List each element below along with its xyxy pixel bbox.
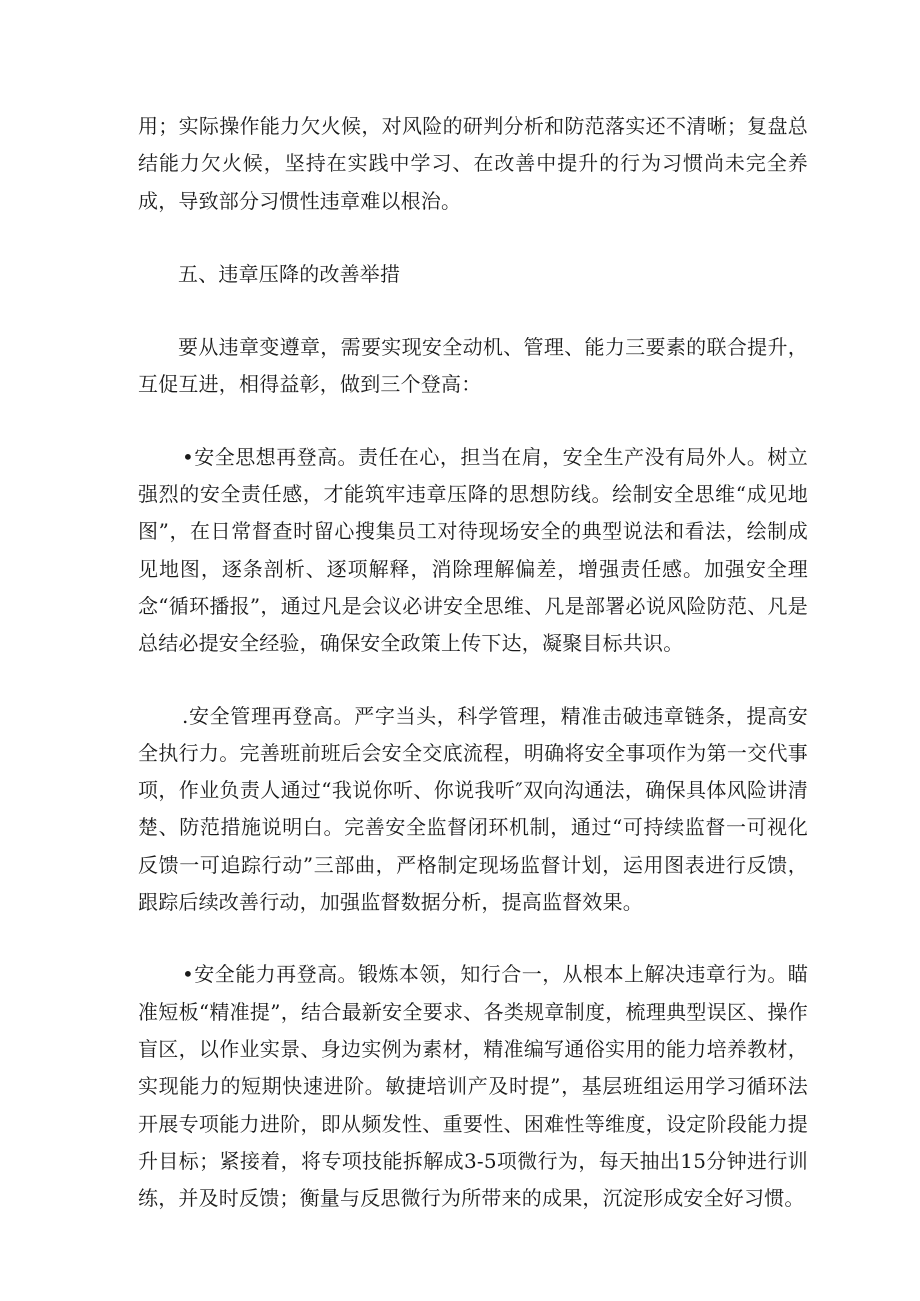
paragraph-safety-management: .安全管理再登高。严字当头，科学管理，精准击破违章链条，提高安全执行力。完善班前班后会安全交底流程，明确将安全事项作为第一交代事项，作业负责人通过“我说你听、你说我听″双向沟通法，确保具体风险讲清楚、防范措施说明白。完善安全监督闭环机制，通过“可持续监督一可视化反馈一可追踪行动”三部曲，严格制定现场监督计划，运用图表进行反馈，跟踪后续改善行动，加强监督数据分析，提高监督效果。 [138,703,808,915]
document-body [138,108,808,1217]
paragraph-continuation: 用；实际操作能力欠火候，对风险的研判分析和防范落实还不清晰；复盘总结能力欠火候，坚持在实践中学习、在改善中提升的行为习惯尚未完全养成，导致部分习惯性违章难以根治。 [138,114,808,213]
paragraph-intro: 要从违章变遵章，需要实现安全动机、管理、能力三要素的联合提升，互促互进，相得益彰，做到三个登高： [138,335,808,397]
section-heading: 五、违章压降的改善举措 [178,261,401,286]
paragraph-safety-ability: •安全能力再登高。锻炼本领，知行合一，从根本上解决违章行为。瞄准短板“精准提”，结合最新安全要求、各类规章制度，梳理典型误区、操作盲区，以作业实景、身边实例为素材，精准编写通俗实用的能力培养教材，实现能力的短期快速进阶。敏捷培训产及时提”，基层班组运用学习循环法开展专项能力进阶，即从频发性、重要性、困难性等维度，设定阶段能力提升目标；紧接着，将专项技能拆解成3-5项微行为，每天抽出15分钟进行训练，并及时反馈；衡量与反思微行为所带来的成果，沉淀形成安全好习惯。 [138,962,808,1211]
paragraph-safety-thinking: •安全思想再登高。责任在心，担当在肩，安全生产没有局外人。树立强烈的安全责任感，才能筑牢违章压降的思想防线。绘制安全思维“成见地图”，在日常督查时留心搜集员工对待现场安全的典型说法和看法，绘制成见地图，逐条剖析、逐项解释，消除理解偏差，增强责任感。加强安全理念“循环播报”，通过凡是会议必讲安全思维、凡是部署必说风险防范、凡是总结必提安全经验，确保安全政策上传下达，凝聚目标共识。 [138,444,808,656]
